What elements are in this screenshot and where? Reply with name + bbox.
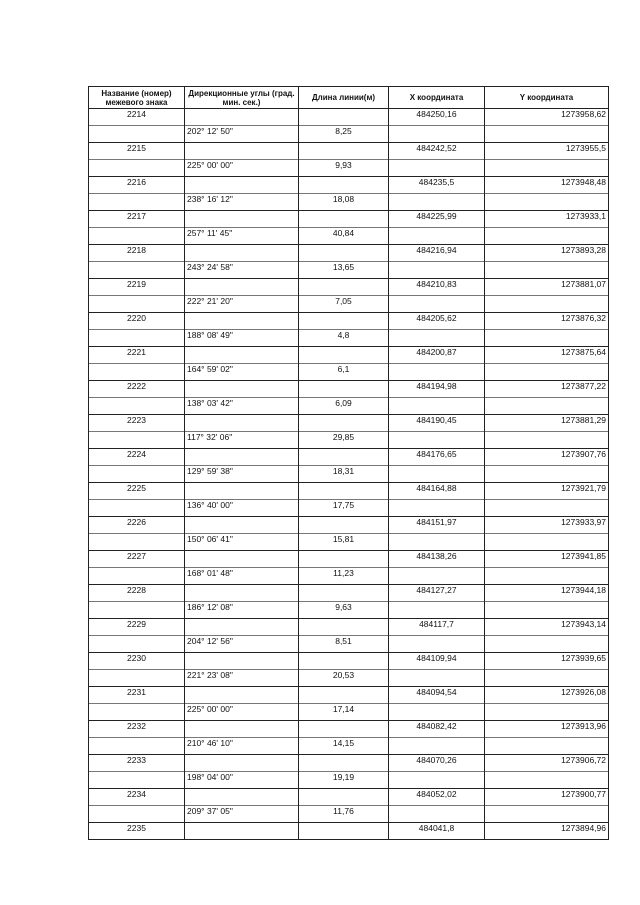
cell-y: 1273907,76	[485, 449, 609, 466]
table-row-point	[89, 347, 609, 364]
cell-name: 2232	[89, 721, 185, 738]
cell-angle	[185, 551, 299, 568]
cell-name: 2217	[89, 211, 185, 228]
cell-angle	[185, 313, 299, 330]
cell-length: 17,75	[299, 500, 389, 517]
table-row-point	[89, 109, 609, 126]
cell-y	[485, 160, 609, 177]
table-row-segment	[89, 568, 609, 585]
cell-y	[485, 330, 609, 347]
cell-name	[89, 704, 185, 721]
cell-x: 484242,52	[389, 143, 485, 160]
cell-length	[299, 109, 389, 126]
cell-name	[89, 432, 185, 449]
cell-x	[389, 398, 485, 415]
cell-name: 2225	[89, 483, 185, 500]
cell-name	[89, 262, 185, 279]
cell-length	[299, 789, 389, 806]
cell-x: 484250,16	[389, 109, 485, 126]
cell-x	[389, 364, 485, 381]
cell-x: 484210,83	[389, 279, 485, 296]
table-row-segment	[89, 738, 609, 755]
cell-angle: 243° 24' 58"	[185, 262, 299, 279]
cell-length	[299, 721, 389, 738]
cell-length: 15,81	[299, 534, 389, 551]
cell-angle: 204° 12' 56"	[185, 636, 299, 653]
cell-y	[485, 228, 609, 245]
cell-x	[389, 466, 485, 483]
header-y: Y координата	[485, 87, 609, 109]
cell-angle: 136° 40' 00"	[185, 500, 299, 517]
table-row-segment	[89, 194, 609, 211]
cell-x	[389, 262, 485, 279]
cell-name	[89, 670, 185, 687]
cell-y	[485, 772, 609, 789]
cell-name: 2227	[89, 551, 185, 568]
cell-y	[485, 398, 609, 415]
cell-angle	[185, 415, 299, 432]
table-row-point	[89, 823, 609, 840]
header-name: Название (номер) межевого знака	[89, 87, 185, 109]
cell-length: 7,05	[299, 296, 389, 313]
table-row-point	[89, 177, 609, 194]
cell-y: 1273921,79	[485, 483, 609, 500]
cell-x	[389, 806, 485, 823]
cell-y	[485, 670, 609, 687]
cell-angle	[185, 517, 299, 534]
cell-length: 6,1	[299, 364, 389, 381]
table-row-segment	[89, 534, 609, 551]
cell-angle	[185, 823, 299, 840]
cell-y: 1273933,97	[485, 517, 609, 534]
cell-y	[485, 500, 609, 517]
cell-x	[389, 602, 485, 619]
cell-x	[389, 432, 485, 449]
cell-x: 484176,65	[389, 449, 485, 466]
cell-angle: 150° 06' 41"	[185, 534, 299, 551]
cell-name: 2234	[89, 789, 185, 806]
cell-angle	[185, 177, 299, 194]
table-row-point	[89, 245, 609, 262]
header-x: X координата	[389, 87, 485, 109]
cell-name: 2229	[89, 619, 185, 636]
cell-y: 1273948,48	[485, 177, 609, 194]
table-row-point	[89, 789, 609, 806]
cell-length	[299, 381, 389, 398]
cell-x	[389, 772, 485, 789]
cell-angle: 238° 16' 12"	[185, 194, 299, 211]
cell-name: 2228	[89, 585, 185, 602]
cell-y: 1273893,28	[485, 245, 609, 262]
cell-angle	[185, 483, 299, 500]
cell-x: 484235,5	[389, 177, 485, 194]
cell-y	[485, 466, 609, 483]
cell-y	[485, 126, 609, 143]
boundary-coordinates-table	[88, 86, 609, 840]
cell-y	[485, 704, 609, 721]
cell-y: 1273881,29	[485, 415, 609, 432]
table-row-point	[89, 687, 609, 704]
cell-angle	[185, 585, 299, 602]
cell-y: 1273894,96	[485, 823, 609, 840]
cell-length	[299, 313, 389, 330]
cell-name: 2220	[89, 313, 185, 330]
cell-name: 2235	[89, 823, 185, 840]
cell-length	[299, 415, 389, 432]
cell-x: 484205,62	[389, 313, 485, 330]
cell-length: 11,23	[299, 568, 389, 585]
cell-y: 1273913,96	[485, 721, 609, 738]
cell-length: 6,09	[299, 398, 389, 415]
header-length: Длина линии(м)	[299, 87, 389, 109]
cell-name	[89, 500, 185, 517]
cell-length: 20,53	[299, 670, 389, 687]
cell-name: 2224	[89, 449, 185, 466]
cell-y	[485, 602, 609, 619]
table-row-point	[89, 449, 609, 466]
cell-angle	[185, 789, 299, 806]
table-row-segment	[89, 296, 609, 313]
cell-length	[299, 279, 389, 296]
cell-name: 2222	[89, 381, 185, 398]
cell-angle: 138° 03' 42"	[185, 398, 299, 415]
cell-angle	[185, 347, 299, 364]
cell-angle: 225° 00' 00"	[185, 704, 299, 721]
cell-name	[89, 772, 185, 789]
cell-y: 1273939,65	[485, 653, 609, 670]
cell-angle	[185, 687, 299, 704]
cell-length	[299, 245, 389, 262]
cell-angle: 209° 37' 05"	[185, 806, 299, 823]
table-row-point	[89, 143, 609, 160]
cell-y: 1273943,14	[485, 619, 609, 636]
table-row-segment	[89, 806, 609, 823]
cell-y: 1273906,72	[485, 755, 609, 772]
table-row-point	[89, 755, 609, 772]
cell-name: 2221	[89, 347, 185, 364]
cell-name: 2231	[89, 687, 185, 704]
cell-angle: 188° 08' 49"	[185, 330, 299, 347]
cell-name	[89, 228, 185, 245]
cell-x: 484151,97	[389, 517, 485, 534]
table-row-point	[89, 517, 609, 534]
table-row-segment	[89, 160, 609, 177]
cell-angle: 117° 32' 06"	[185, 432, 299, 449]
cell-y	[485, 432, 609, 449]
cell-x: 484041,8	[389, 823, 485, 840]
cell-length	[299, 619, 389, 636]
cell-length	[299, 211, 389, 228]
table-row-segment	[89, 432, 609, 449]
cell-length	[299, 449, 389, 466]
cell-angle	[185, 653, 299, 670]
cell-x: 484127,27	[389, 585, 485, 602]
cell-y	[485, 296, 609, 313]
table-row-segment	[89, 636, 609, 653]
cell-angle: 164° 59' 02"	[185, 364, 299, 381]
table-row-point	[89, 483, 609, 500]
cell-x: 484190,45	[389, 415, 485, 432]
cell-length	[299, 653, 389, 670]
cell-x: 484082,42	[389, 721, 485, 738]
cell-angle	[185, 211, 299, 228]
cell-length: 11,76	[299, 806, 389, 823]
cell-name	[89, 466, 185, 483]
cell-y: 1273955,5	[485, 143, 609, 160]
cell-name: 2219	[89, 279, 185, 296]
cell-name: 2215	[89, 143, 185, 160]
cell-x: 484109,94	[389, 653, 485, 670]
cell-name	[89, 398, 185, 415]
cell-x: 484094,54	[389, 687, 485, 704]
table-row-point	[89, 551, 609, 568]
cell-x: 484070,26	[389, 755, 485, 772]
table-row-segment	[89, 704, 609, 721]
cell-x: 484200,87	[389, 347, 485, 364]
cell-y	[485, 806, 609, 823]
cell-x: 484117,7	[389, 619, 485, 636]
table-row-point	[89, 619, 609, 636]
cell-y	[485, 262, 609, 279]
cell-length	[299, 483, 389, 500]
cell-x	[389, 738, 485, 755]
cell-length: 13,65	[299, 262, 389, 279]
cell-x	[389, 568, 485, 585]
cell-name	[89, 568, 185, 585]
cell-length: 9,93	[299, 160, 389, 177]
table-row-segment	[89, 466, 609, 483]
cell-length: 8,25	[299, 126, 389, 143]
cell-angle	[185, 721, 299, 738]
cell-angle: 257° 11' 45"	[185, 228, 299, 245]
cell-y	[485, 568, 609, 585]
cell-length: 4,8	[299, 330, 389, 347]
cell-angle: 221° 23' 08"	[185, 670, 299, 687]
table-row-segment	[89, 262, 609, 279]
cell-angle: 222° 21' 20"	[185, 296, 299, 313]
cell-angle	[185, 245, 299, 262]
cell-y	[485, 364, 609, 381]
cell-y: 1273875,64	[485, 347, 609, 364]
table-row-point	[89, 381, 609, 398]
table-row-segment	[89, 330, 609, 347]
cell-y: 1273881,07	[485, 279, 609, 296]
table-row-point	[89, 721, 609, 738]
cell-name	[89, 296, 185, 313]
cell-y: 1273926,08	[485, 687, 609, 704]
cell-y	[485, 636, 609, 653]
cell-length: 29,85	[299, 432, 389, 449]
cell-y: 1273941,85	[485, 551, 609, 568]
cell-x: 484216,94	[389, 245, 485, 262]
cell-y: 1273933,1	[485, 211, 609, 228]
cell-length: 9,63	[299, 602, 389, 619]
cell-angle	[185, 449, 299, 466]
cell-x: 484164,88	[389, 483, 485, 500]
table-row-segment	[89, 670, 609, 687]
cell-name: 2226	[89, 517, 185, 534]
cell-x	[389, 534, 485, 551]
cell-x	[389, 126, 485, 143]
table-header-row	[89, 87, 609, 109]
table-row-segment	[89, 228, 609, 245]
table-row-point	[89, 653, 609, 670]
table-row-point	[89, 313, 609, 330]
cell-length: 40,84	[299, 228, 389, 245]
cell-x: 484052,02	[389, 789, 485, 806]
cell-length: 8,51	[299, 636, 389, 653]
cell-length	[299, 585, 389, 602]
cell-angle: 186° 12' 08"	[185, 602, 299, 619]
cell-length: 17,14	[299, 704, 389, 721]
cell-name	[89, 534, 185, 551]
cell-length	[299, 687, 389, 704]
cell-length	[299, 551, 389, 568]
cell-y: 1273900,77	[485, 789, 609, 806]
cell-length	[299, 517, 389, 534]
table-row-segment	[89, 126, 609, 143]
cell-angle: 210° 46' 10"	[185, 738, 299, 755]
table-row-segment	[89, 602, 609, 619]
cell-angle	[185, 619, 299, 636]
cell-y: 1273876,32	[485, 313, 609, 330]
cell-length: 14,15	[299, 738, 389, 755]
cell-angle	[185, 279, 299, 296]
cell-name	[89, 194, 185, 211]
cell-x: 484194,98	[389, 381, 485, 398]
cell-x	[389, 160, 485, 177]
cell-name	[89, 806, 185, 823]
cell-angle: 225° 00' 00"	[185, 160, 299, 177]
cell-x	[389, 670, 485, 687]
cell-length	[299, 823, 389, 840]
cell-name: 2230	[89, 653, 185, 670]
table-body	[89, 109, 609, 840]
cell-y: 1273877,22	[485, 381, 609, 398]
cell-y	[485, 194, 609, 211]
cell-x	[389, 194, 485, 211]
cell-length: 19,19	[299, 772, 389, 789]
table-row-segment	[89, 772, 609, 789]
cell-name: 2214	[89, 109, 185, 126]
cell-angle	[185, 109, 299, 126]
cell-name: 2218	[89, 245, 185, 262]
cell-name: 2216	[89, 177, 185, 194]
cell-x	[389, 500, 485, 517]
cell-x	[389, 228, 485, 245]
table-row-segment	[89, 398, 609, 415]
table-row-point	[89, 585, 609, 602]
cell-y	[485, 738, 609, 755]
header-angle: Дирекционные углы (град. мин. сек.)	[185, 87, 299, 109]
cell-x: 484138,26	[389, 551, 485, 568]
cell-angle: 198° 04' 00"	[185, 772, 299, 789]
cell-name	[89, 636, 185, 653]
cell-name	[89, 330, 185, 347]
cell-length	[299, 755, 389, 772]
cell-name	[89, 738, 185, 755]
cell-length: 18,08	[299, 194, 389, 211]
cell-name: 2233	[89, 755, 185, 772]
cell-angle: 129° 59' 38"	[185, 466, 299, 483]
cell-x: 484225,99	[389, 211, 485, 228]
cell-y: 1273958,62	[485, 109, 609, 126]
cell-x	[389, 330, 485, 347]
cell-angle	[185, 381, 299, 398]
cell-name: 2223	[89, 415, 185, 432]
cell-angle	[185, 143, 299, 160]
cell-length	[299, 177, 389, 194]
cell-name	[89, 602, 185, 619]
cell-name	[89, 160, 185, 177]
cell-angle: 202° 12' 50"	[185, 126, 299, 143]
cell-angle: 168° 01' 48"	[185, 568, 299, 585]
table-row-point	[89, 415, 609, 432]
cell-name	[89, 126, 185, 143]
cell-x	[389, 636, 485, 653]
cell-length	[299, 143, 389, 160]
cell-y	[485, 534, 609, 551]
cell-y: 1273944,18	[485, 585, 609, 602]
cell-x	[389, 704, 485, 721]
cell-length	[299, 347, 389, 364]
table-row-segment	[89, 364, 609, 381]
cell-name	[89, 364, 185, 381]
cell-length: 18,31	[299, 466, 389, 483]
table-row-point	[89, 211, 609, 228]
table-row-point	[89, 279, 609, 296]
table-row-segment	[89, 500, 609, 517]
cell-x	[389, 296, 485, 313]
cell-angle	[185, 755, 299, 772]
